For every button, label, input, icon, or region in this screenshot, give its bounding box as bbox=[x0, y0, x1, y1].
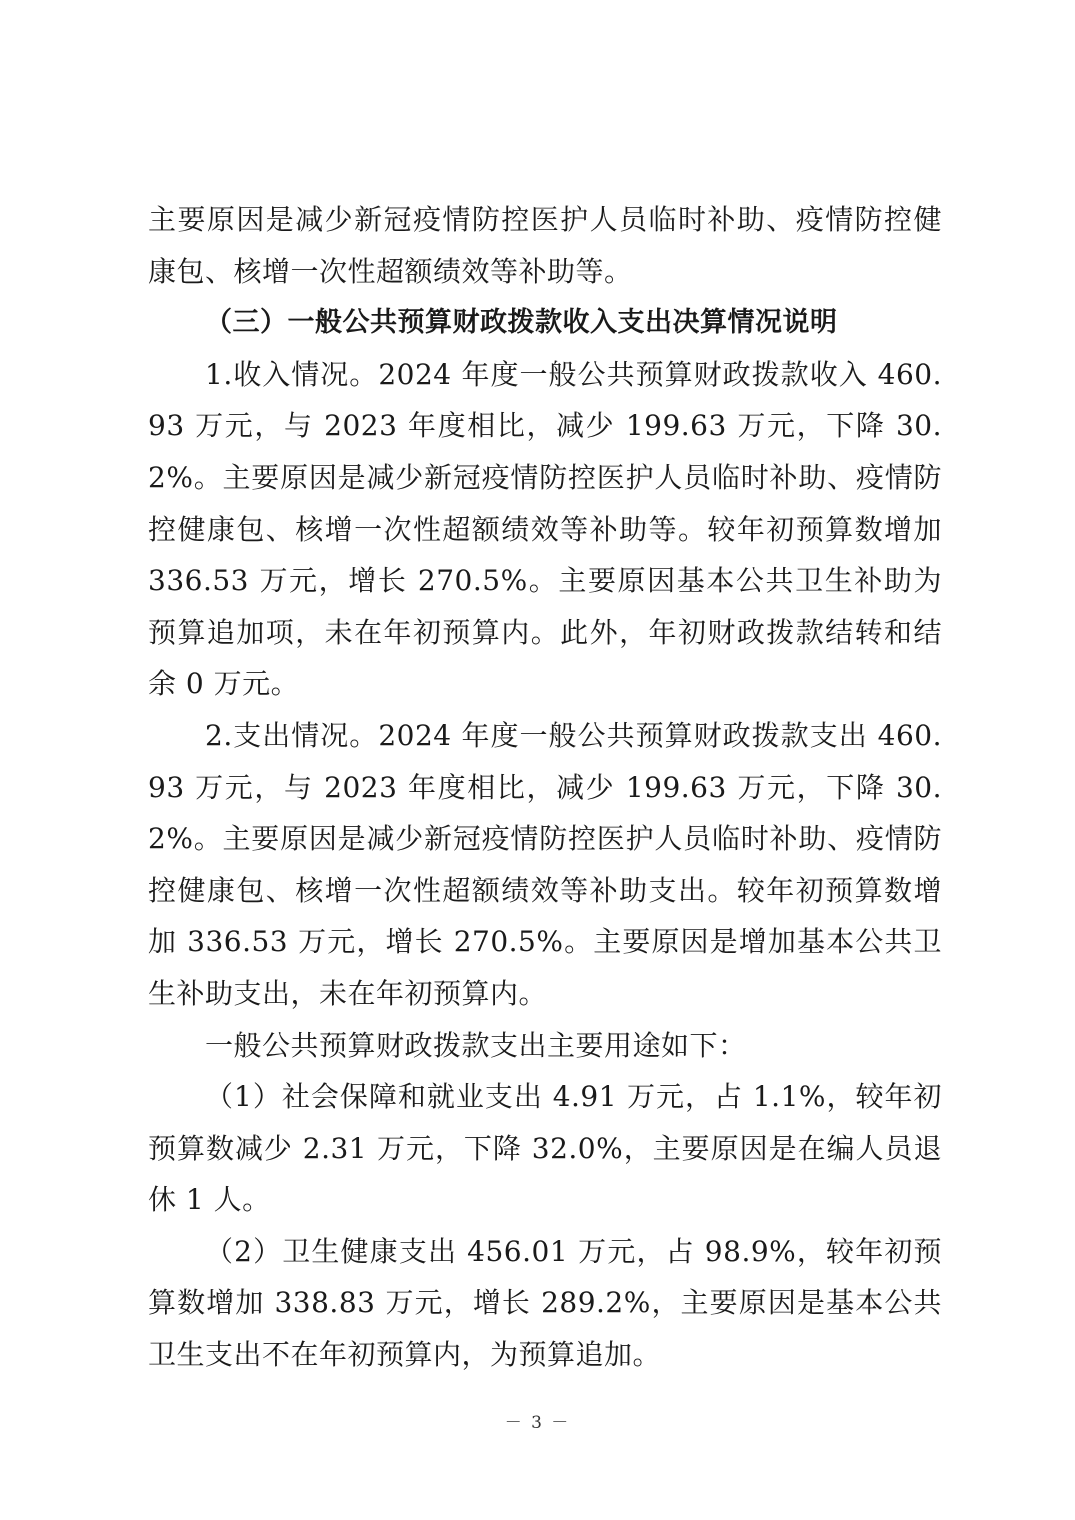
paragraph-expenditure: 2.支出情况。2024 年度一般公共预算财政拨款支出 460.93 万元，与 2023 年度相比，减少 199.63 万元，下降 30.2%。主要原因是减少新冠疫情防控医护人员临时补助、疫情防控健康包、核增一次性超额绩效等补助支出。较年初预算数增加 336.53 万元，增长 270.5%。主要原因是增加基本公共卫生补助支出，未在年初预算内。 bbox=[148, 718, 942, 1010]
section-heading: （三）一般公共预算财政拨款收入支出决算情况说明 bbox=[205, 307, 838, 339]
page-number: － 3 － bbox=[504, 1413, 571, 1433]
list-item-social-security: （1）社会保障和就业支出 4.91 万元，占 1.1%，较年初预算数减少 2.31 万元，下降 32.0%，主要原因是在编人员退休 1 人。 bbox=[148, 1080, 942, 1217]
paragraph-income: 1.收入情况。2024 年度一般公共预算财政拨款收入 460.93 万元，与 2023 年度相比，减少 199.63 万元，下降 30.2%。主要原因是减少新冠疫情防控医护人员临时补助、疫情防控健康包、核增一次性超额绩效等补助等。较年初预算数增加 336.53 万元，增长 270.5%。主要原因基本公共卫生补助为预算追加项，未在年初预算内。此外，年初财政拨款结转和结余 0 万元。 bbox=[148, 357, 942, 701]
document-body bbox=[148, 194, 942, 1381]
list-item-health: （2）卫生健康支出 456.01 万元，占 98.9%，较年初预算数增加 338.83 万元，增长 289.2%，主要原因是基本公共卫生支出不在年初预算内，为预算追加。 bbox=[148, 1234, 942, 1372]
paragraph-continuation: 主要原因是减少新冠疫情防控医护人员临时补助、疫情防控健康包、核增一次性超额绩效等补助等。 bbox=[148, 203, 942, 288]
paragraph-uses-intro: 一般公共预算财政拨款支出主要用途如下： bbox=[205, 1028, 747, 1062]
